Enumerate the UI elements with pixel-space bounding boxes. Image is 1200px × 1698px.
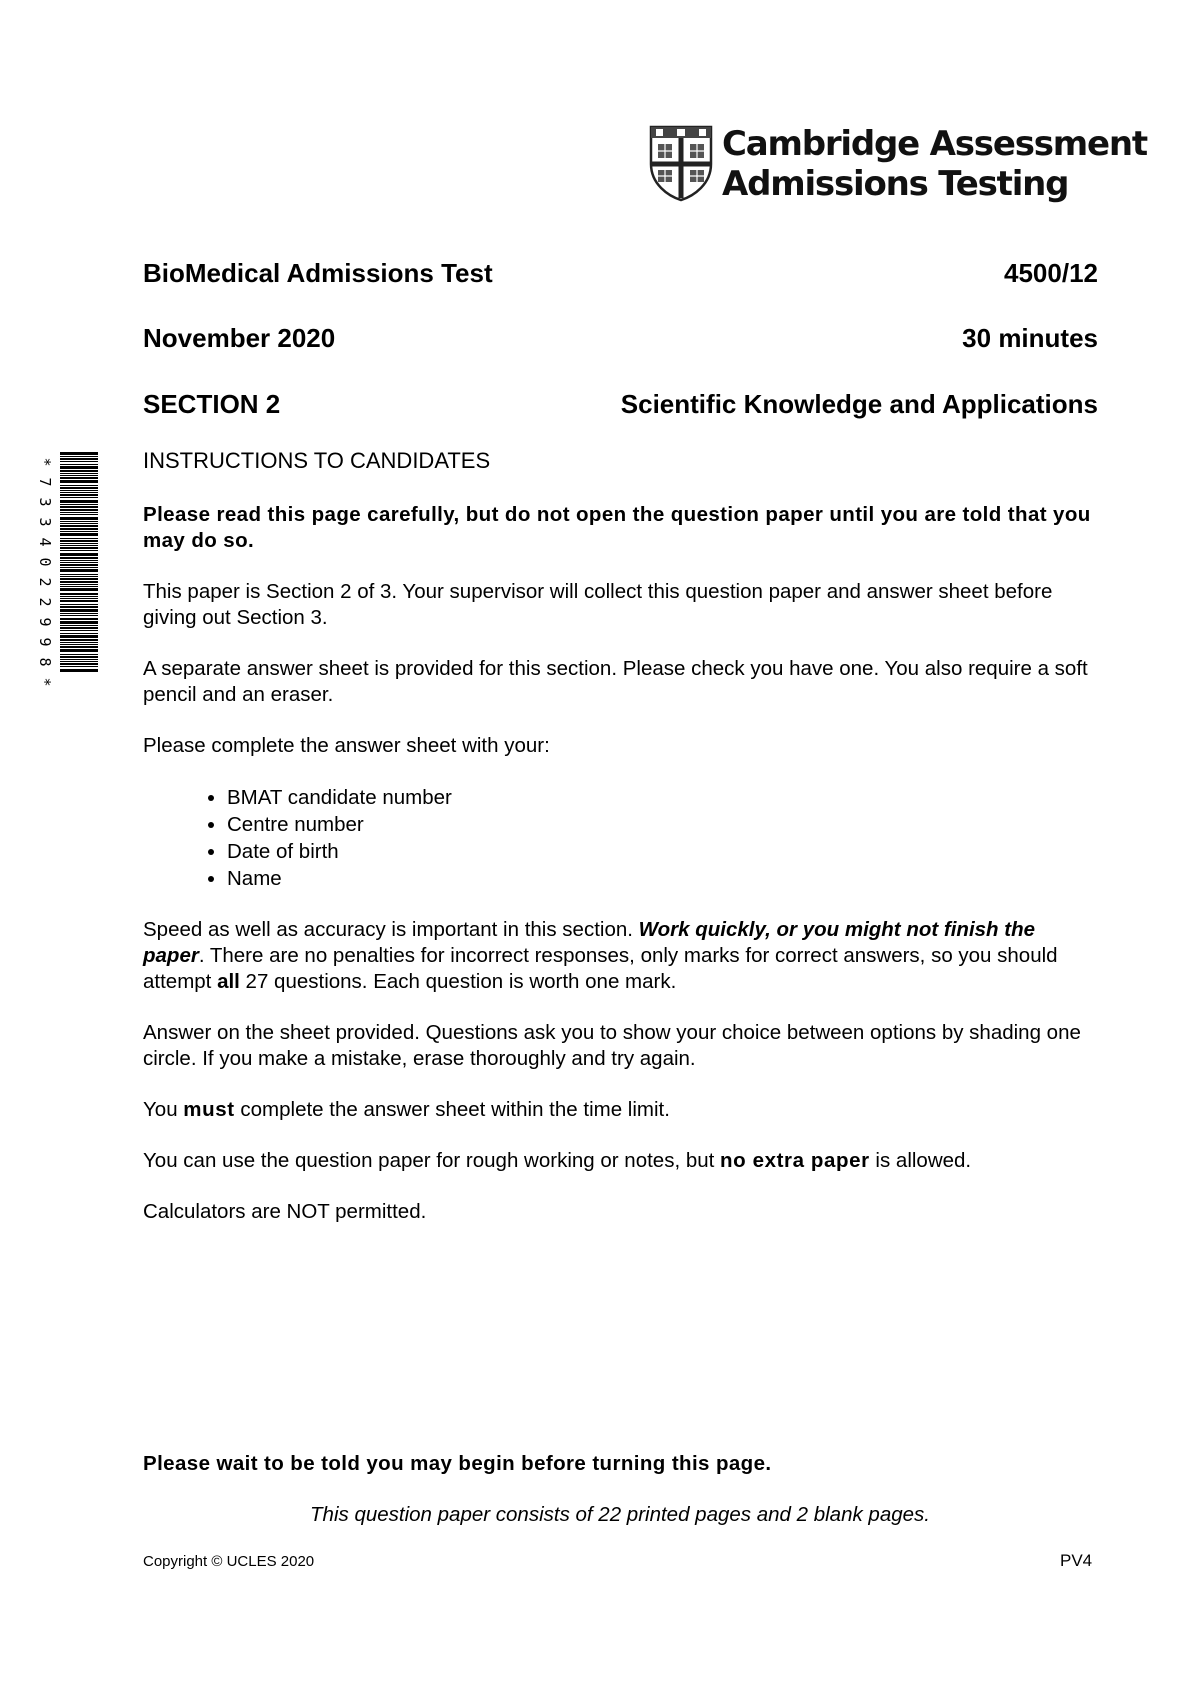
instructions-paragraph: Please complete the answer sheet with your: bbox=[143, 734, 550, 757]
barcode-bar bbox=[60, 477, 98, 479]
text-run: Speed as well as accuracy is important in this section. bbox=[143, 918, 639, 941]
emphasis-text: Work quickly, or you might not finish the paper bbox=[143, 918, 1036, 967]
barcode-bar bbox=[60, 497, 98, 498]
text-run: is allowed. bbox=[869, 1149, 972, 1172]
barcode-bar bbox=[60, 584, 98, 585]
barcode-bar bbox=[60, 581, 98, 583]
barcode-bar bbox=[60, 646, 98, 648]
test-name: BioMedical Admissions Test bbox=[143, 258, 493, 288]
instructions-paragraph-must bbox=[143, 1097, 1098, 1123]
barcode-bar bbox=[60, 604, 98, 605]
barcode-bar bbox=[60, 547, 98, 549]
instructions-paragraph-speed bbox=[143, 917, 1098, 995]
barcode-bar bbox=[60, 494, 98, 496]
duration: 30 minutes bbox=[962, 323, 1098, 353]
barcode-digit: 3 bbox=[36, 497, 54, 507]
header-row-session bbox=[143, 323, 1098, 353]
instructions-paragraph-paper bbox=[143, 1148, 1098, 1174]
list-item: • Centre number bbox=[227, 811, 1098, 838]
barcode-digits bbox=[38, 452, 52, 692]
text-run: 27 questions. Each question is worth one mark. bbox=[239, 970, 677, 993]
barcode-digit: 4 bbox=[36, 537, 54, 547]
barcode-bar bbox=[60, 543, 98, 544]
barcode-bar bbox=[60, 500, 98, 503]
barcode-bar bbox=[60, 557, 98, 559]
barcode-bar bbox=[60, 615, 98, 616]
instructions-heading: INSTRUCTIONS TO CANDIDATES bbox=[143, 448, 491, 473]
wait-notice: Please wait to be told you may begin before turning this page. bbox=[143, 1452, 772, 1475]
barcode-bar bbox=[60, 663, 98, 665]
barcode-bar bbox=[60, 588, 98, 591]
barcode-bar bbox=[60, 512, 98, 513]
barcode-digit: 8 bbox=[36, 657, 54, 667]
barcode-bar bbox=[60, 649, 98, 652]
barcode-bar bbox=[60, 456, 98, 457]
barcode-bar bbox=[60, 473, 98, 474]
barcode-bar bbox=[60, 475, 98, 476]
barcode-bar bbox=[60, 538, 98, 539]
barcode-bar bbox=[60, 533, 98, 536]
list-item: • Name bbox=[227, 865, 1098, 892]
barcode-bar bbox=[60, 596, 98, 597]
barcode-digit: 2 bbox=[36, 577, 54, 587]
barcode-bar bbox=[60, 452, 98, 455]
barcode-bar bbox=[60, 504, 98, 505]
barcode-bar bbox=[60, 562, 98, 563]
barcode-bar bbox=[60, 531, 98, 532]
barcode-bar bbox=[60, 627, 98, 629]
list-item: • Date of birth bbox=[227, 838, 1098, 865]
answer-sheet-fields-list bbox=[143, 784, 1098, 892]
barcode-digit: 3 bbox=[36, 517, 54, 527]
barcode-bar bbox=[60, 523, 98, 524]
barcode-bar bbox=[60, 639, 98, 641]
section-title: Scientific Knowledge and Applications bbox=[620, 389, 1098, 419]
logo-line-1: Cambridge Assessment bbox=[722, 124, 1147, 164]
page-count-note: This question paper consists of 22 printed pages and 2 blank pages. bbox=[310, 1503, 930, 1526]
barcode-digit: 9 bbox=[36, 637, 54, 647]
emphasis-text: must bbox=[183, 1098, 235, 1121]
cambridge-logo bbox=[648, 124, 1147, 204]
barcode-bar bbox=[60, 560, 98, 561]
barcode-bar bbox=[60, 487, 98, 489]
barcode-bar bbox=[60, 517, 98, 520]
barcode-bar bbox=[60, 654, 98, 655]
header-row-section bbox=[143, 389, 1098, 419]
barcode-bar bbox=[60, 545, 98, 546]
instructions-paragraph: This paper is Section 2 of 3. Your supervisor will collect this question paper and answer sheet before giving out Section 3. bbox=[143, 580, 1053, 629]
logo-line-2: Admissions Testing bbox=[722, 164, 1069, 204]
barcode-digit: 2 bbox=[36, 597, 54, 607]
barcode-bar bbox=[60, 540, 98, 542]
barcode-bar bbox=[60, 630, 98, 631]
barcode-bar bbox=[60, 600, 98, 602]
text-run: You can use the question paper for rough working or notes, but bbox=[143, 1149, 721, 1172]
barcode-bar bbox=[60, 490, 98, 491]
barcode-digit: 9 bbox=[36, 617, 54, 627]
barcode-bar bbox=[60, 509, 98, 511]
barcode-bar bbox=[60, 598, 98, 599]
barcode-bar bbox=[60, 567, 98, 568]
barcode-digit: 0 bbox=[36, 557, 54, 567]
barcode-bar bbox=[60, 464, 98, 465]
barcode-bar bbox=[60, 461, 98, 462]
paper-code: 4500/12 bbox=[1004, 258, 1098, 288]
barcode-bar bbox=[60, 492, 98, 493]
barcode-bar bbox=[60, 569, 98, 572]
barcode-bar bbox=[60, 635, 98, 638]
barcode-bar bbox=[60, 669, 98, 672]
barcode-bar bbox=[60, 514, 98, 515]
barcode-digit: * bbox=[36, 457, 54, 467]
emphasis-text: no extra paper bbox=[720, 1149, 870, 1172]
emphasis-text: all bbox=[217, 970, 240, 993]
barcode-bar bbox=[60, 593, 98, 595]
text-run: . There are no penalties for incorrect responses, only marks for correct answers, so you should attempt bbox=[143, 944, 1058, 993]
session-date: November 2020 bbox=[143, 323, 336, 353]
shield-crest-icon bbox=[648, 124, 714, 202]
barcode-bar bbox=[60, 470, 98, 472]
barcode-bar bbox=[60, 564, 98, 566]
barcode-bar bbox=[60, 621, 98, 624]
copyright: Copyright © UCLES 2020 bbox=[143, 1553, 315, 1570]
instructions bbox=[143, 448, 1098, 1250]
list-item: • BMAT candidate number bbox=[227, 784, 1098, 811]
barcode-bars bbox=[60, 452, 98, 678]
barcode-bar bbox=[60, 485, 98, 486]
header-row-test bbox=[143, 258, 1098, 288]
barcode-bar bbox=[60, 661, 98, 662]
barcode-bar bbox=[60, 642, 98, 643]
barcode-bar bbox=[60, 609, 98, 612]
barcode-bar bbox=[60, 606, 98, 608]
barcode-bar bbox=[60, 521, 98, 522]
instructions-paragraph: A separate answer sheet is provided for this section. Please check you have one. You also require a soft pencil and an eraser. bbox=[143, 657, 1088, 706]
barcode-bar bbox=[60, 613, 98, 614]
barcode-bar bbox=[60, 578, 98, 580]
text-run: complete the answer sheet within the time limit. bbox=[234, 1098, 670, 1121]
instructions-paragraph: Calculators are NOT permitted. bbox=[143, 1200, 427, 1223]
instructions-paragraph: Answer on the sheet provided. Questions ask you to show your choice between options by shading one circle. If you make a mistake, erase thoroughly and try again. bbox=[143, 1021, 1081, 1070]
barcode-bar bbox=[60, 550, 98, 551]
barcode-bar bbox=[60, 586, 98, 587]
barcode-bar bbox=[60, 666, 98, 667]
barcode-bar bbox=[60, 625, 98, 626]
barcode-bar bbox=[60, 574, 98, 575]
barcode-bar bbox=[60, 618, 98, 620]
instructions-lead: Please read this page carefully, but do not open the question paper until you are told that you may do so. bbox=[143, 503, 1091, 552]
barcode-bar bbox=[60, 659, 98, 660]
barcode-bar bbox=[60, 525, 98, 527]
section-number: SECTION 2 bbox=[143, 389, 281, 419]
barcode-digit: 7 bbox=[36, 477, 54, 487]
barcode-bar bbox=[60, 506, 98, 508]
barcode-digit: * bbox=[36, 677, 54, 687]
barcode-bar bbox=[60, 576, 98, 577]
barcode-bar bbox=[60, 553, 98, 556]
barcode-bar bbox=[60, 480, 98, 483]
barcode-bar bbox=[60, 458, 98, 460]
barcode-bar bbox=[60, 656, 98, 658]
text-run: You bbox=[143, 1098, 184, 1121]
barcode-bar bbox=[60, 633, 98, 634]
barcode-bar bbox=[60, 644, 98, 645]
barcode-bar bbox=[60, 528, 98, 530]
version-code: PV4 bbox=[1060, 1551, 1093, 1570]
barcode-bar bbox=[60, 466, 98, 469]
